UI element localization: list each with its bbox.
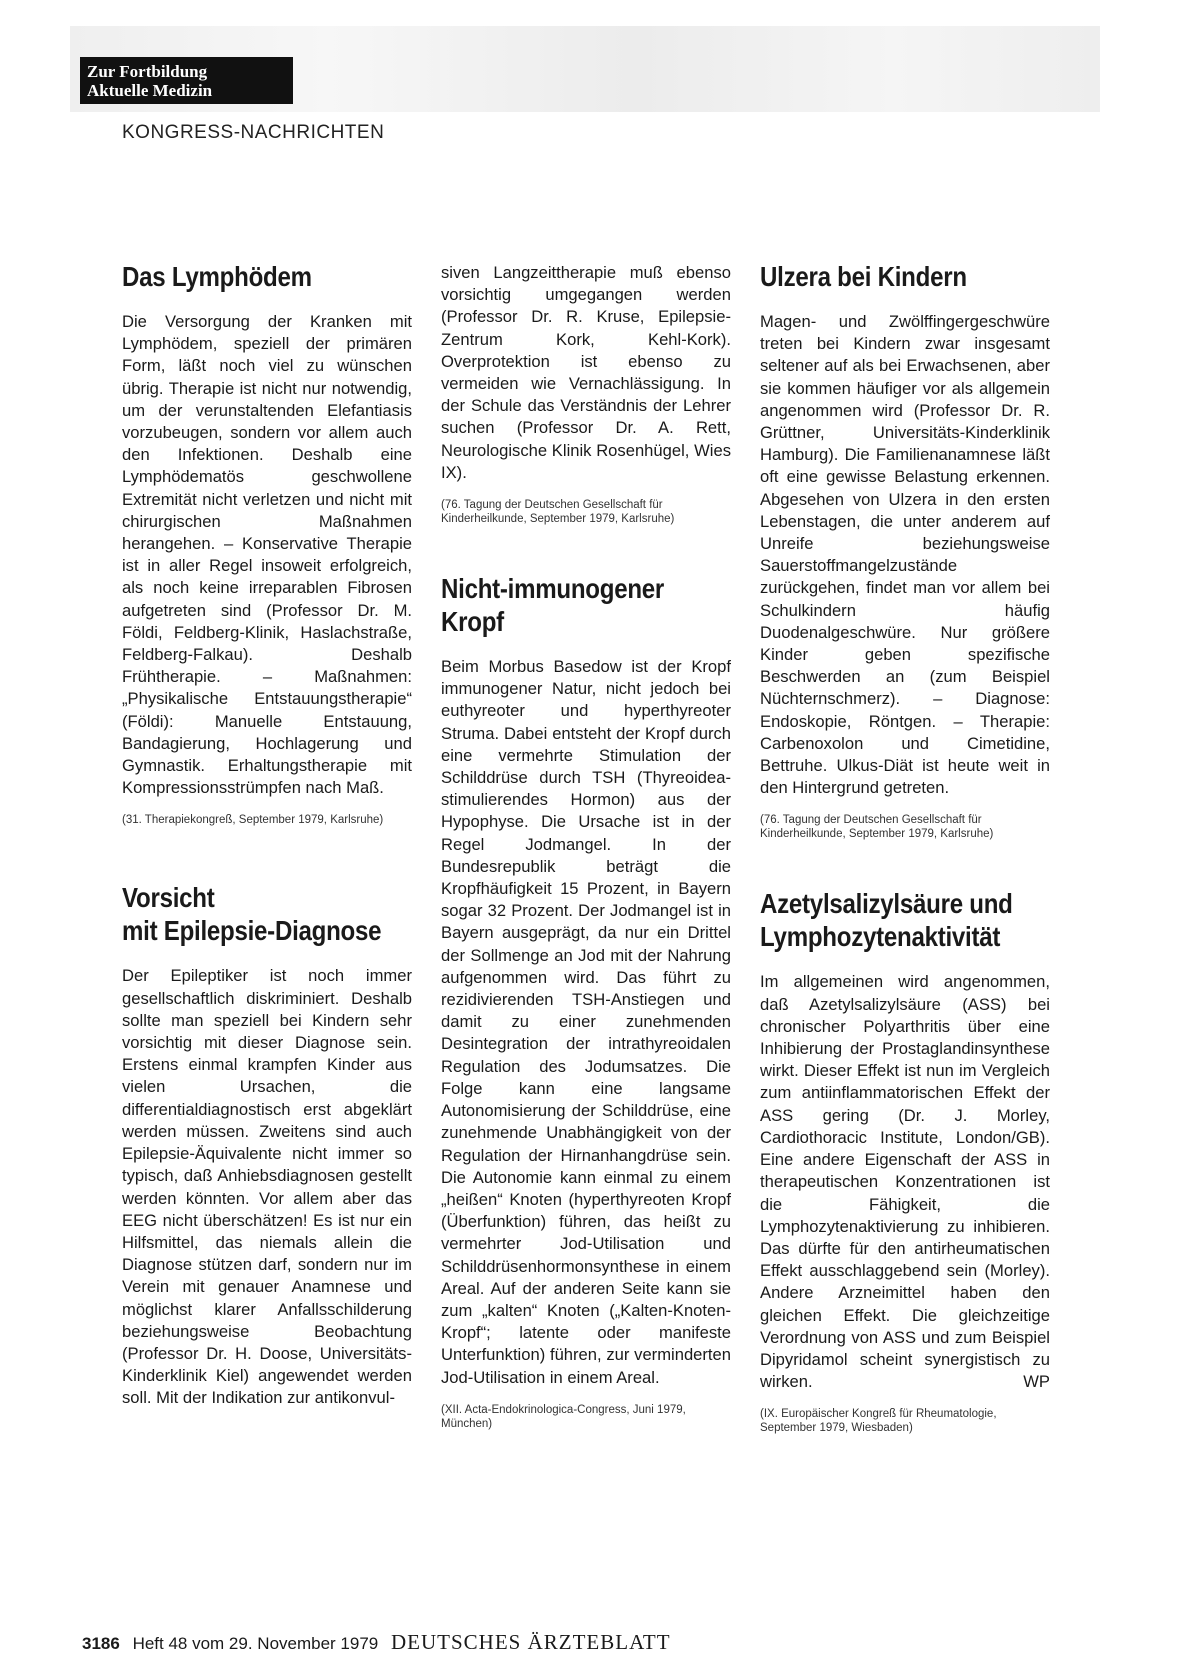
title-line: Nicht-immunogener <box>441 573 665 605</box>
title-line: Vorsicht <box>122 882 215 914</box>
column-3 <box>760 260 1050 1435</box>
column-2 <box>441 262 731 1431</box>
author-signature: WP <box>1023 1372 1050 1392</box>
article-source-lymphoedem: (31. Therapiekongreß, September 1979, Karlsruhe) <box>122 814 384 827</box>
article-body-lymphoedem: Die Versorgung der Kranken mit Lymphödem, speziell der primären Form, läßt noch viel zu wünschen übrig. Therapie ist nicht nur notwendig, um der verunstaltenden Elefantiasis vorzubeugen, sondern vor allem auch den Infektionen. Deshalb eine Lymphödematös geschwollene Extremität nicht verletzen und nicht mit chirurgischen Maßnahmen herangehen. – Konservative Therapie ist in aller Regel insoweit erfolgreich, als noch keine irreparablen Fibrosen aufgetreten sind (Professor Dr. M. Földi, Feldberg-Klinik, Haslachstraße, Feldberg-Falkau). Deshalb Frühtherapie. – Maßnahmen: „Physikalische Entstauungstherapie“ (Földi): Manuelle Entstauung, Bandagierung, Hochlagerung und Gymnastik. Erhaltungstherapie mit Kompressionsstrümpfen nach Maß. <box>122 312 412 798</box>
article-body-epilepsie-part1: Der Epileptiker ist noch immer gesellschaftlich diskriminiert. Deshalb sollte man speziell bei Kindern sehr vorsichtig mit dieser Diagnose sein. Erstens einmal krampfen Kinder aus vielen Ursachen, die differentialdiagnostisch erst abgeklärt werden müssen. Zweitens sind auch Epilepsie-Äquivalente nicht immer so typisch, daß Anhiebsdiagnosen gestellt werden könnten. Vor allem aber das EEG nicht überschätzen! Es ist nur ein Hilfsmittel, das niemals allein die Diagnose stützen darf, sondern nur im Verein mit genauer Anamnese und möglichst klarer Anfallsschilderung beziehungsweise Beobachtung (Professor Dr. H. Doose, Universitäts-Kinderklinik Kiel) angewendet werden soll. Mit der Indikation zur antikonvul- <box>122 966 412 1408</box>
article-title-epilepsie <box>122 881 414 947</box>
article-body-epilepsie-part2: siven Langzeittherapie muß ebenso vorsichtig umgegangen werden (Professor Dr. R. Kruse, Epilepsie-Zentrum Kork, Kehl-Kork). Overprotektion ist ebenso zu vermeiden wie Vernachlässigung. In der Schule das Verständnis der Lehrer suchen (Professor Dr. A. Rett, Neurologische Klinik Rosenhügel, Wies IX). <box>441 263 731 482</box>
article-title-ass <box>760 887 1052 953</box>
article-title-kropf <box>441 572 733 638</box>
title-line: Azetylsalizylsäure und <box>760 888 1013 920</box>
rubric-badge <box>80 57 293 104</box>
title-line: Lymphozytenaktivität <box>760 921 1001 953</box>
issue-info: Heft 48 vom 29. November 1979 <box>132 1634 379 1653</box>
article-body-ass <box>760 971 1050 1393</box>
badge-line-1: Zur Fortbildung <box>87 62 208 81</box>
article-source-epilepsie: (76. Tagung der Deutschen Gesellschaft für Kinderheilkunde, September 1979, Karlsruhe) <box>441 499 675 526</box>
article-source-ass: (IX. Europäischer Kongreß für Rheumatologie, September 1979, Wiesbaden) <box>760 1408 997 1435</box>
page-footer <box>82 1630 671 1655</box>
article-body-kropf: Beim Morbus Basedow ist der Kropf immunogener Natur, nicht jedoch bei euthyreoter und hyperthyreoter Struma. Dabei entsteht der Kropf durch eine vermehrte Stimulation der Schilddrüse durch TSH (Thyreoidea-stimulierendes Hormon) aus der Hypophyse. Die Ursache ist in der Regel Jodmangel. In der Bundesrepublik beträgt die Kropfhäufigkeit 15 Prozent, in Bayern sogar 32 Prozent. Der Jodmangel ist in Bayern ausgeprägt, da nur ein Drittel der Sollmenge an Jod mit der Nahrung aufgenommen wird. Das führt zu rezidivierenden TSH-Anstiegen und damit zu einer zunehmenden Desintegration der intrathyreoidalen Regulation des Jodumsatzes. Die Folge kann eine langsame Autonomisierung der Schilddrüse, eine zunehmende Unabhängigkeit von der Regulation der Hirnanhangdrüse sein. Die Autonomie kann einmal zu einem „heißen“ Knoten (hyperthyreoten Kropf (Überfunktion) führen, das heißt zu vermehrter Jod-Utilisation und Schilddrüsenhormonsynthese in einem Areal. Auf der anderen Seite kann sie zum „kalten“ Knoten („Kalten-Knoten-Kropf“; latente oder manifeste Unterfunktion) führen, zur verminderten Jod-Utilisation in einem Areal. <box>441 657 731 1387</box>
article-title-lymphoedem: Das Lymphödem <box>122 261 312 292</box>
title-line: Kropf <box>441 606 504 638</box>
article-title-ulzera: Ulzera bei Kindern <box>760 261 967 292</box>
article-body-ass-text: Im allgemeinen wird angenommen, daß Azetylsalizylsäure (ASS) bei chronischer Polyarthritis über eine Inhibierung der Prostaglandinsynthese wirkt. Dieser Effekt ist nun im Vergleich zum antiinflammatorischen Effekt der ASS gering (Dr. J. Morley, Cardiothoracic Institute, London/GB). Eine andere Eigenschaft der ASS in therapeutischen Konzentrationen ist die Fähigkeit, die Lymphozytenaktivierung zu inhibieren. Das dürfte für den antirheumatischen Effekt ausschlaggebend sein (Morley). Andere Arzneimittel haben den gleichen Effekt. Die gleichzeitige Verordnung von ASS und zum Beispiel Dipyridamol scheint synergistisch zu wirken. <box>760 972 1050 1392</box>
title-line: mit Epilepsie-Diagnose <box>122 915 382 947</box>
article-source-kropf: (XII. Acta-Endokrinologica-Congress, Juni 1979, München) <box>441 1403 686 1430</box>
section-label: KONGRESS-NACHRICHTEN <box>122 122 385 143</box>
journal-name: DEUTSCHES ÄRZTEBLATT <box>390 1630 671 1654</box>
column-1 <box>122 260 412 1410</box>
page-number: 3186 <box>82 1634 120 1653</box>
article-body-ulzera: Magen- und Zwölffingergeschwüre treten bei Kindern zwar insgesamt seltener auf als bei Erwachsenen, aber sie kommen häufiger vor als allgemein angenommen wird (Professor Dr. R. Grüttner, Universitäts-Kinderklinik Hamburg). Die Familienanamnese läßt oft eine gewisse Belastung erkennen. Abgesehen von Ulzera in den ersten Lebenstagen, die unter anderem auf Unreife beziehungsweise Sauerstoffmangelzustände zurückgehen, findet man vor allem bei Schulkindern häufig Duodenalgeschwüre. Nur größere Kinder geben spezifische Beschwerden an (zum Beispiel Nüchternschmerz). – Diagnose: Endoskopie, Röntgen. – Therapie: Carbenoxolon und Cimetidine, Bettruhe. Ulkus-Diät ist heute weit in den Hintergrund getreten. <box>760 312 1050 798</box>
article-source-ulzera: (76. Tagung der Deutschen Gesellschaft für Kinderheilkunde, September 1979, Karlsruhe) <box>760 814 994 841</box>
badge-line-2: Aktuelle Medizin <box>87 81 213 100</box>
